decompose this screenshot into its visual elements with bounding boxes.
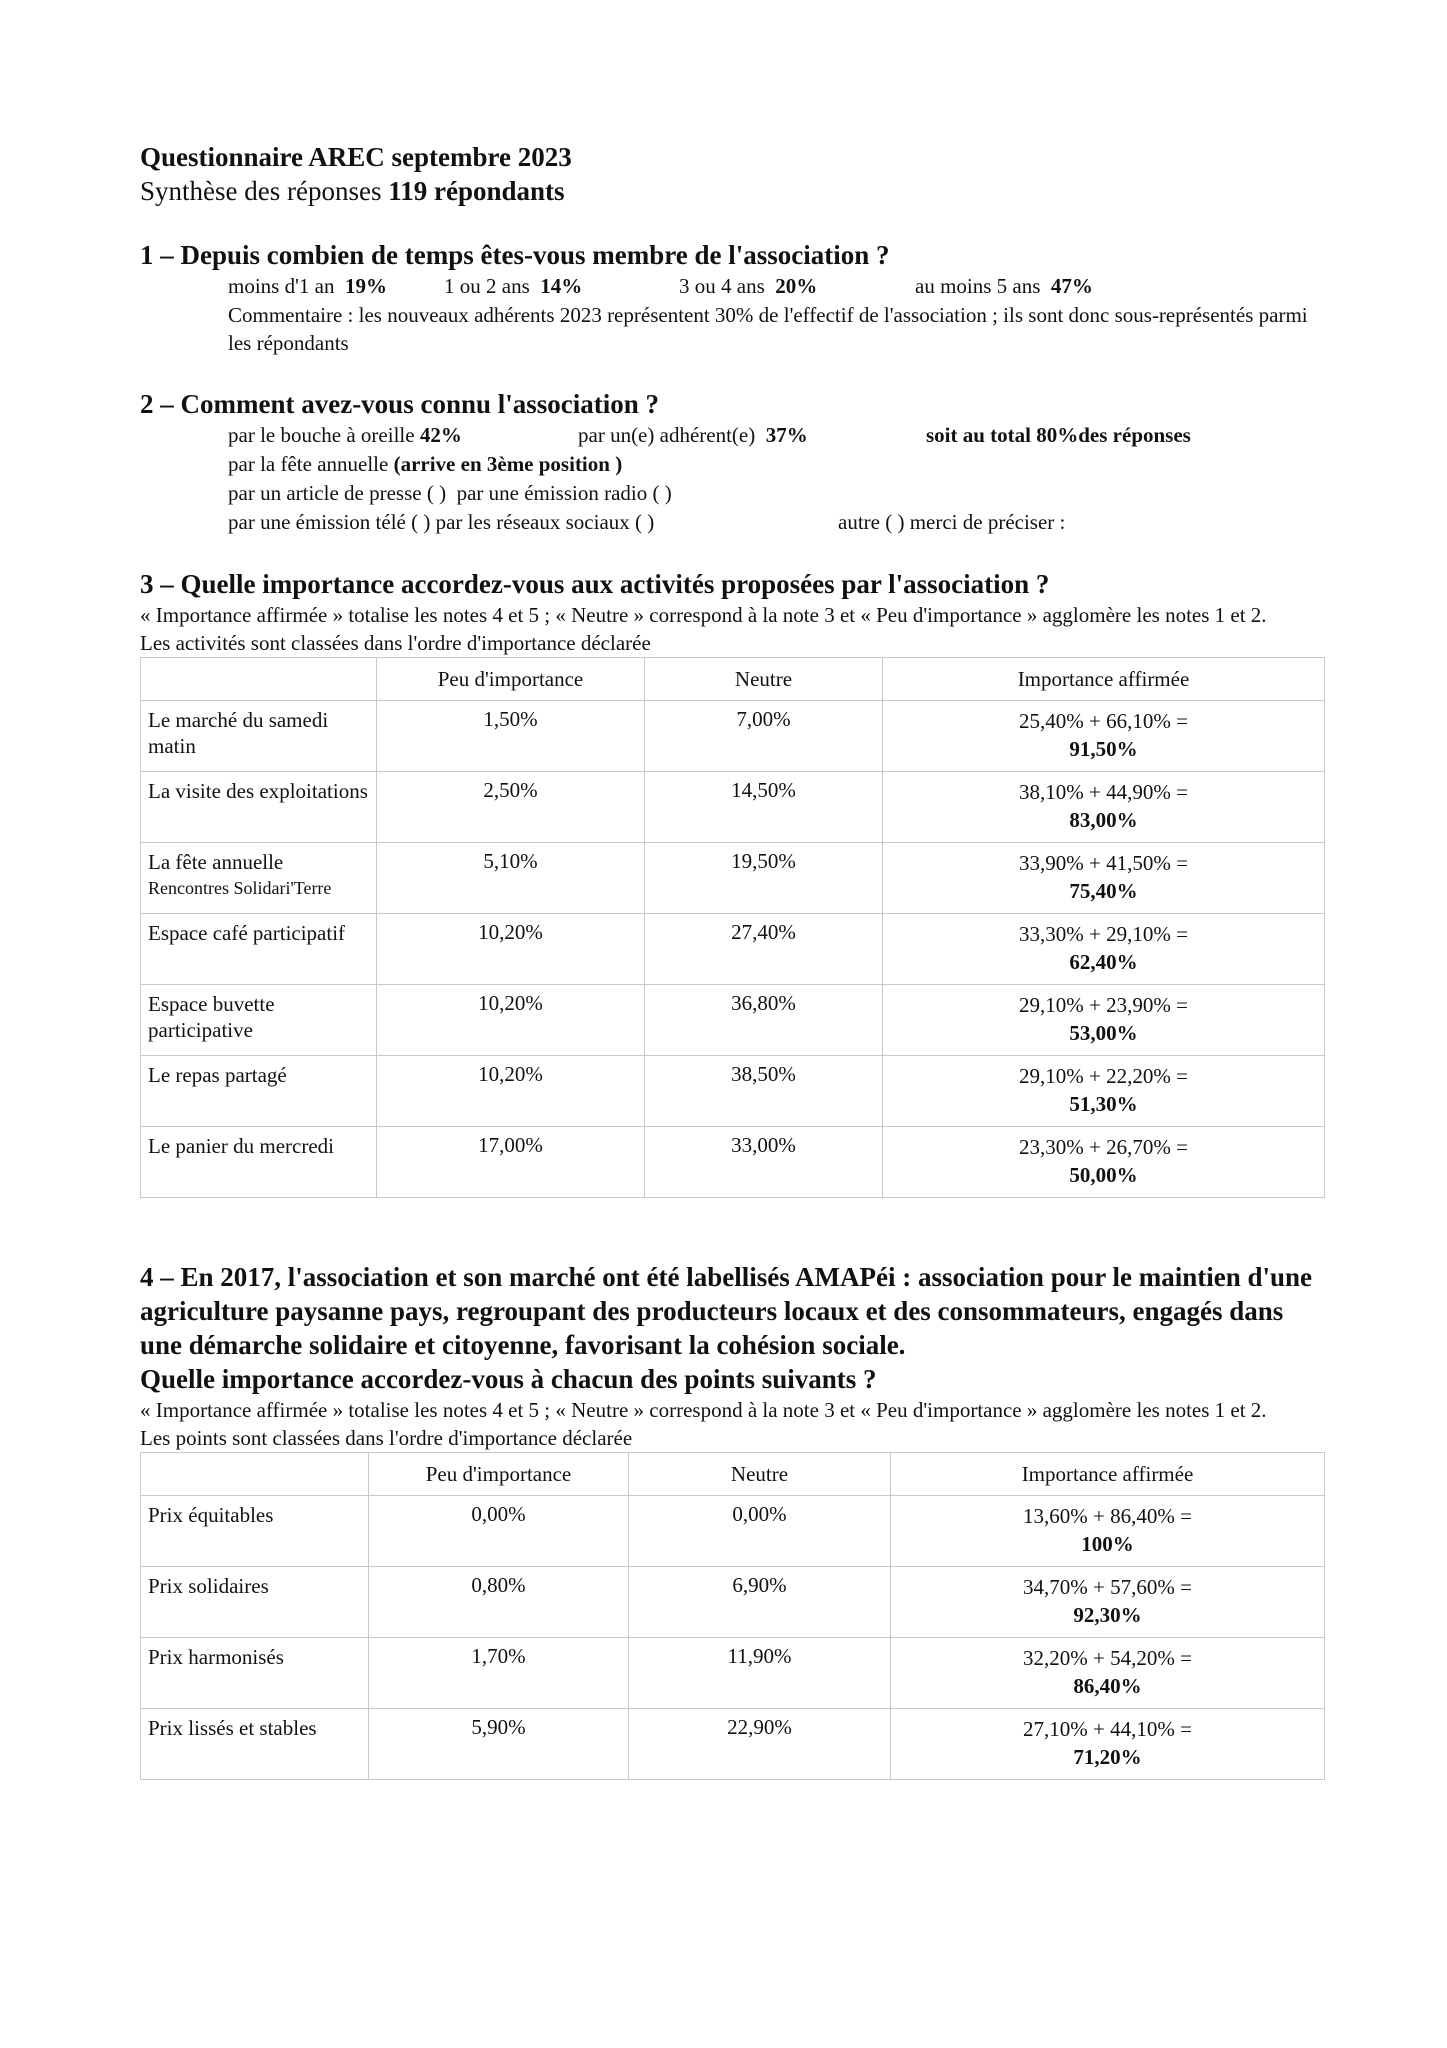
q1-heading: 1 – Depuis combien de temps êtes-vous membre de l'association ? bbox=[140, 240, 890, 270]
table-header-row bbox=[141, 1453, 1325, 1496]
table-header-row bbox=[141, 658, 1325, 701]
cell-importance bbox=[883, 1056, 1325, 1127]
q2-answer-label: par un(e) adhérent(e) bbox=[578, 423, 756, 447]
header-importance: Importance affirmée bbox=[891, 1453, 1325, 1496]
header-importance: Importance affirmée bbox=[883, 658, 1325, 701]
cell-neutre: 27,40% bbox=[645, 914, 883, 985]
q4-table bbox=[140, 1452, 1325, 1780]
q2-answer-value: 37% bbox=[765, 423, 808, 447]
q2-total: soit au total 80%des réponses bbox=[926, 423, 1191, 447]
importance-sum: 25,40% + 66,10% = bbox=[1019, 709, 1188, 733]
q2-answer-social: par les réseaux sociaux ( ) bbox=[435, 510, 655, 534]
cell-neutre: 6,90% bbox=[629, 1567, 891, 1638]
q4-question: Quelle importance accordez-vous à chacun des points suivants ? bbox=[140, 1364, 877, 1394]
q2-answer-member bbox=[578, 421, 926, 450]
importance-sum: 29,10% + 23,90% = bbox=[1019, 993, 1188, 1017]
cell-importance bbox=[891, 1496, 1325, 1567]
header-neutre: Neutre bbox=[645, 658, 883, 701]
table-row bbox=[141, 1127, 1325, 1198]
q1-option-label: 1 ou 2 ans bbox=[444, 274, 530, 298]
cell-importance bbox=[891, 1709, 1325, 1780]
row-label-main: La fête annuelle bbox=[148, 850, 284, 874]
q4-heading: 4 – En 2017, l'association et son marché ont été labellisés AMAPéi : association pour le maintien d'une agriculture paysanne pays, regroupant des producteurs locaux et des consommateurs, engagés dans une démarche solidaire et citoyenne, favorisant la cohésion sociale. bbox=[140, 1262, 1312, 1360]
row-label: Prix équitables bbox=[141, 1496, 369, 1567]
table-row bbox=[141, 1567, 1325, 1638]
q1-comment: Commentaire : les nouveaux adhérents 2023 représentent 30% de l'effectif de l'association ; ils sont donc sous-représentés parmi les répondants bbox=[228, 303, 1308, 355]
table-row bbox=[141, 1638, 1325, 1709]
importance-sum: 32,20% + 54,20% = bbox=[1023, 1646, 1192, 1670]
row-label: Prix lissés et stables bbox=[141, 1709, 369, 1780]
document-title: Questionnaire AREC septembre 2023 bbox=[140, 142, 572, 172]
cell-neutre: 33,00% bbox=[645, 1127, 883, 1198]
table-row bbox=[141, 701, 1325, 772]
cell-importance bbox=[883, 1127, 1325, 1198]
cell-importance bbox=[883, 914, 1325, 985]
document-page bbox=[140, 140, 1325, 1780]
row-label: Le repas partagé bbox=[141, 1056, 377, 1127]
q1-option-label: 3 ou 4 ans bbox=[679, 274, 765, 298]
importance-sum: 23,30% + 26,70% = bbox=[1019, 1135, 1188, 1159]
cell-neutre: 19,50% bbox=[645, 843, 883, 914]
q1-option-value: 14% bbox=[540, 274, 583, 298]
q1-options-line bbox=[228, 272, 1325, 301]
q1-option-label: au moins 5 ans bbox=[915, 274, 1041, 298]
row-label: La visite des exploitations bbox=[141, 772, 377, 843]
q2-answers bbox=[140, 421, 1325, 537]
table-row bbox=[141, 914, 1325, 985]
document-subtitle bbox=[140, 174, 1325, 208]
cell-peu: 5,90% bbox=[369, 1709, 629, 1780]
q2-answer-tv: par une émission télé ( ) bbox=[228, 510, 431, 534]
table-row bbox=[141, 985, 1325, 1056]
cell-peu: 5,10% bbox=[377, 843, 645, 914]
cell-peu: 1,70% bbox=[369, 1638, 629, 1709]
row-label: Espace buvette participative bbox=[141, 985, 377, 1056]
subtitle-prefix: Synthèse des réponses bbox=[140, 176, 389, 206]
importance-total: 71,20% bbox=[1073, 1745, 1142, 1769]
table-row bbox=[141, 1496, 1325, 1567]
cell-neutre: 14,50% bbox=[645, 772, 883, 843]
header-neutre: Neutre bbox=[629, 1453, 891, 1496]
q3-table bbox=[140, 657, 1325, 1198]
cell-peu: 1,50% bbox=[377, 701, 645, 772]
cell-neutre: 36,80% bbox=[645, 985, 883, 1056]
cell-neutre: 0,00% bbox=[629, 1496, 891, 1567]
q4-note: « Importance affirmée » totalise les notes 4 et 5 ; « Neutre » correspond à la note 3 et « Peu d'importance » agglomère les notes 1 et 2. bbox=[140, 1398, 1267, 1422]
importance-sum: 33,90% + 41,50% = bbox=[1019, 851, 1188, 875]
row-label: Prix harmonisés bbox=[141, 1638, 369, 1709]
cell-importance bbox=[891, 1638, 1325, 1709]
cell-peu: 17,00% bbox=[377, 1127, 645, 1198]
q2-answer-fete: par la fête annuelle bbox=[228, 452, 389, 476]
q1-answers bbox=[140, 272, 1325, 357]
importance-sum: 34,70% + 57,60% = bbox=[1023, 1575, 1192, 1599]
cell-importance bbox=[883, 772, 1325, 843]
importance-total: 53,00% bbox=[1069, 1021, 1138, 1045]
cell-peu: 2,50% bbox=[377, 772, 645, 843]
importance-total: 83,00% bbox=[1069, 808, 1138, 832]
cell-peu: 0,00% bbox=[369, 1496, 629, 1567]
q1-option-value: 47% bbox=[1050, 274, 1093, 298]
q2-answer-word-of-mouth bbox=[228, 421, 578, 450]
row-label-sub: Rencontres Solidari'Terre bbox=[148, 878, 332, 898]
importance-total: 91,50% bbox=[1069, 737, 1138, 761]
q1-option-value: 20% bbox=[775, 274, 818, 298]
row-label: Prix solidaires bbox=[141, 1567, 369, 1638]
q2-answer-label: par le bouche à oreille bbox=[228, 423, 415, 447]
header-empty bbox=[141, 658, 377, 701]
q2-answer-value: 42% bbox=[419, 423, 462, 447]
table-row bbox=[141, 1056, 1325, 1127]
importance-sum: 33,30% + 29,10% = bbox=[1019, 922, 1188, 946]
q2-answer-press: par un article de presse ( ) bbox=[228, 481, 447, 505]
importance-sum: 13,60% + 86,40% = bbox=[1023, 1504, 1192, 1528]
header-peu: Peu d'importance bbox=[377, 658, 645, 701]
importance-sum: 27,10% + 44,10% = bbox=[1023, 1717, 1192, 1741]
cell-peu: 0,80% bbox=[369, 1567, 629, 1638]
q4-order-note: Les points sont classées dans l'ordre d'importance déclarée bbox=[140, 1426, 633, 1450]
row-label: Le panier du mercredi bbox=[141, 1127, 377, 1198]
cell-neutre: 38,50% bbox=[645, 1056, 883, 1127]
cell-peu: 10,20% bbox=[377, 914, 645, 985]
cell-peu: 10,20% bbox=[377, 1056, 645, 1127]
cell-importance bbox=[891, 1567, 1325, 1638]
q2-line-2 bbox=[228, 450, 1325, 479]
q1-option-value: 19% bbox=[344, 274, 387, 298]
importance-total: 92,30% bbox=[1073, 1603, 1142, 1627]
cell-importance bbox=[883, 843, 1325, 914]
q1-option-label: moins d'1 an bbox=[228, 274, 335, 298]
q1-option bbox=[228, 272, 444, 301]
importance-total: 62,40% bbox=[1069, 950, 1138, 974]
importance-total: 100% bbox=[1081, 1532, 1134, 1556]
importance-total: 50,00% bbox=[1069, 1163, 1138, 1187]
q3-note: « Importance affirmée » totalise les notes 4 et 5 ; « Neutre » correspond à la note 3 et « Peu d'importance » agglomère les notes 1 et 2. bbox=[140, 603, 1267, 627]
q1-option bbox=[679, 272, 915, 301]
q2-line-3 bbox=[228, 479, 1325, 508]
q2-line-1 bbox=[228, 421, 1325, 450]
q1-option bbox=[915, 272, 1093, 301]
respondent-count: 119 répondants bbox=[388, 176, 565, 206]
header-peu: Peu d'importance bbox=[369, 1453, 629, 1496]
header-empty bbox=[141, 1453, 369, 1496]
row-label: Le marché du samedi matin bbox=[141, 701, 377, 772]
q2-answer-other: autre ( ) merci de préciser : bbox=[838, 510, 1066, 534]
q1-option bbox=[444, 272, 679, 301]
q2-heading: 2 – Comment avez-vous connu l'association ? bbox=[140, 389, 659, 419]
cell-importance bbox=[883, 985, 1325, 1056]
cell-importance bbox=[883, 701, 1325, 772]
table-row bbox=[141, 772, 1325, 843]
table-row bbox=[141, 1709, 1325, 1780]
row-label: Espace café participatif bbox=[141, 914, 377, 985]
cell-neutre: 7,00% bbox=[645, 701, 883, 772]
importance-sum: 29,10% + 22,20% = bbox=[1019, 1064, 1188, 1088]
importance-sum: 38,10% + 44,90% = bbox=[1019, 780, 1188, 804]
q2-line-4-left bbox=[228, 508, 838, 537]
q3-heading: 3 – Quelle importance accordez-vous aux activités proposées par l'association ? bbox=[140, 569, 1050, 599]
q2-fete-rank: (arrive en 3ème position ) bbox=[393, 452, 623, 476]
cell-neutre: 22,90% bbox=[629, 1709, 891, 1780]
table-row bbox=[141, 843, 1325, 914]
importance-total: 51,30% bbox=[1069, 1092, 1138, 1116]
row-label bbox=[141, 843, 377, 914]
q2-line-4 bbox=[228, 508, 1325, 537]
q2-answer-radio: par une émission radio ( ) bbox=[456, 481, 672, 505]
q3-order-note: Les activités sont classées dans l'ordre d'importance déclarée bbox=[140, 631, 651, 655]
cell-neutre: 11,90% bbox=[629, 1638, 891, 1709]
importance-total: 75,40% bbox=[1069, 879, 1138, 903]
cell-peu: 10,20% bbox=[377, 985, 645, 1056]
importance-total: 86,40% bbox=[1073, 1674, 1142, 1698]
